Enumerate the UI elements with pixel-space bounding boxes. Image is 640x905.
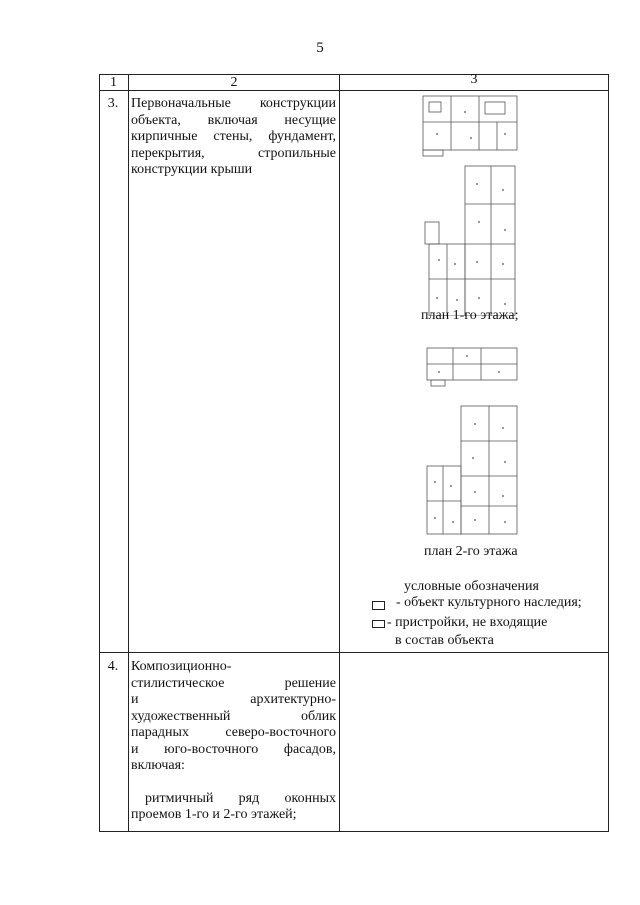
header-col-2: 2 [230, 75, 238, 90]
monument-features-table [99, 74, 609, 832]
text-line: стилистическое решение [131, 675, 336, 691]
text-line: Первоначальные конструкции [131, 96, 336, 111]
row-3-description [131, 96, 336, 179]
legend-title: условные обозначения [404, 579, 539, 594]
cultural-heritage-legend-swatch [372, 601, 385, 610]
second-floor-plan-drawing [425, 346, 521, 536]
text-line: включая: [131, 758, 185, 773]
text-line: и юго-восточного фасадов, [131, 741, 336, 757]
first-floor-plan-drawing [421, 94, 521, 316]
page-number: 5 [316, 40, 324, 56]
row-3-bottom-border [99, 652, 609, 653]
table-left-border [99, 74, 100, 832]
row-number: 4. [107, 659, 119, 674]
table-right-border [608, 74, 609, 832]
text-line: художественный облик [131, 708, 336, 724]
text-line: проемов 1-го и 2-го этажей; [131, 807, 297, 822]
text-line: Композиционно- [131, 659, 232, 674]
second-floor-plan-caption: план 2-го этажа [424, 544, 518, 559]
header-bottom-border [99, 90, 609, 91]
column-divider-1 [128, 74, 129, 832]
text-line: ритмичный ряд оконных [145, 790, 336, 806]
row-4-description [131, 659, 336, 824]
text-line: парадных северо-восточного [131, 725, 336, 740]
legend-item: в состав объекта [395, 633, 494, 648]
column-divider-2 [339, 74, 340, 832]
header-col-1: 1 [110, 75, 117, 90]
text-line: перекрытия, стропильные [131, 145, 336, 161]
extension-legend-swatch [372, 620, 385, 628]
text-line: конструкции крыши [131, 162, 253, 177]
row-number: 3. [107, 96, 119, 111]
legend-item: - пристройки, не входящие [387, 615, 548, 630]
text-line: кирпичные стены, фундамент, [131, 129, 336, 144]
table-bottom-border [99, 831, 609, 832]
text-line: объекта, включая несущие [131, 112, 336, 128]
header-col-3: 3 [470, 72, 478, 87]
first-floor-plan-caption: план 1-го этажа; [421, 308, 519, 323]
legend-item: - объект культурного наследия; [396, 595, 582, 610]
text-line: и архитектурно- [131, 692, 336, 707]
